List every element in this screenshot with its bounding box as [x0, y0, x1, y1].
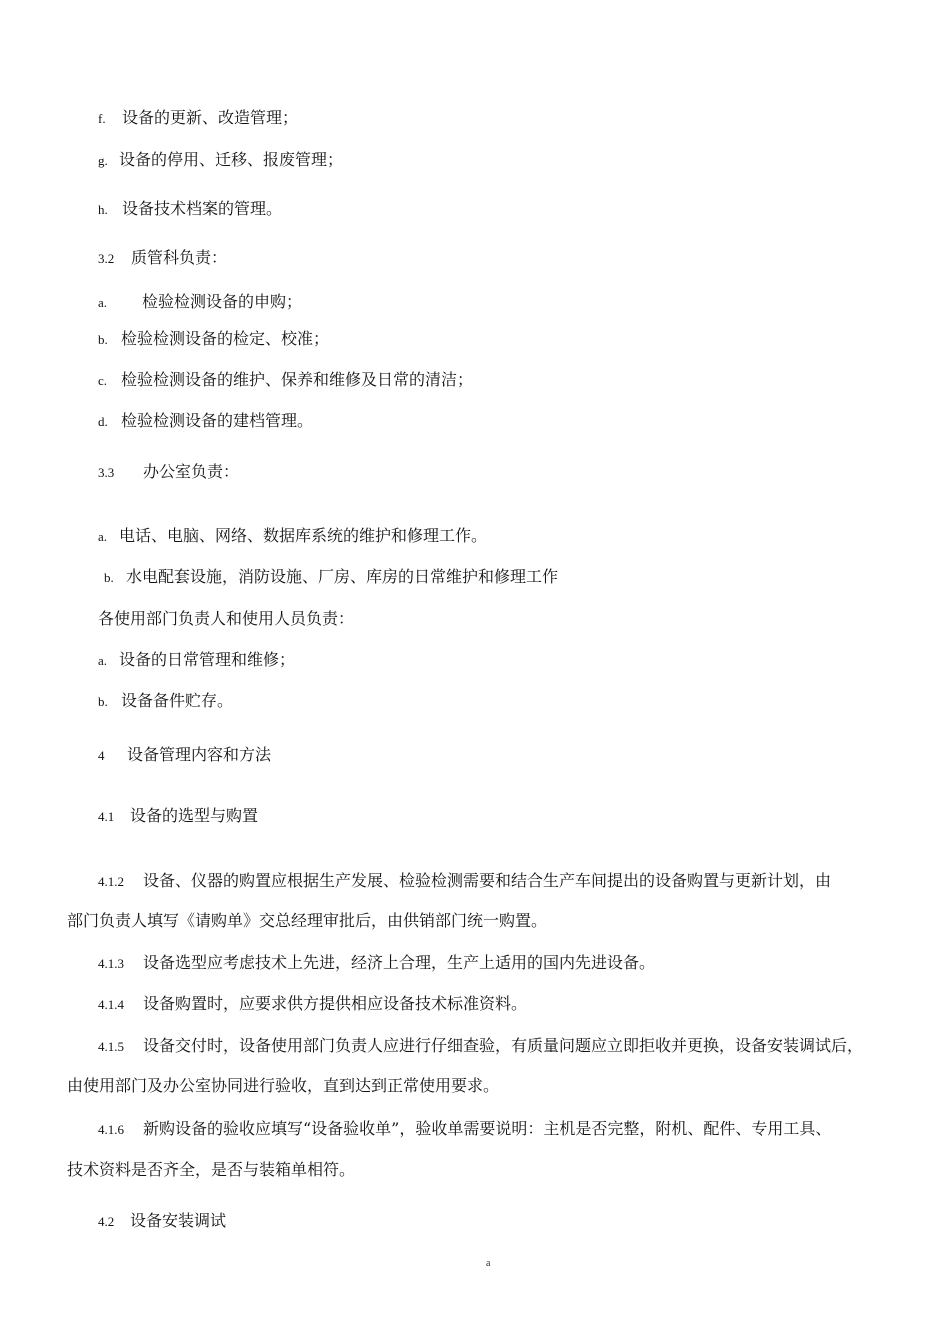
section-number: 4.2 — [98, 1214, 115, 1229]
paragraph-text: 新购设备的验收应填写“设备验收单”，验收单需要说明：主机是否完整，附机、配件、专用工具、 — [143, 1119, 832, 1138]
paragraph-4-1-3 — [98, 953, 655, 974]
item-number: c. — [98, 373, 108, 388]
item-number: b. — [98, 332, 108, 347]
item-number: a. — [98, 295, 108, 310]
page-footer-mark: a — [486, 1258, 491, 1269]
item-number: h. — [98, 202, 108, 217]
section-number: 3.2 — [98, 251, 115, 266]
item-number: a. — [98, 529, 108, 544]
section-title: 质管科负责： — [131, 248, 228, 267]
section-title: 设备的选型与购置 — [130, 806, 259, 825]
list-item-c — [98, 370, 473, 391]
item-text: 设备备件贮存。 — [121, 691, 234, 710]
paragraph-heading — [98, 609, 354, 629]
item-number: g. — [98, 153, 108, 168]
paragraph-continuation — [67, 1076, 499, 1096]
item-text: 设备技术档案的管理。 — [122, 199, 283, 218]
clause-number: 4.1.6 — [98, 1122, 124, 1137]
section-number: 4 — [98, 748, 105, 763]
paragraph-4-1-4 — [98, 994, 527, 1015]
paragraph-text: 技术资料是否齐全，是否与装箱单相符。 — [67, 1160, 356, 1179]
section-heading-4 — [98, 745, 271, 766]
paragraph-4-1-5 — [98, 1036, 863, 1057]
list-item-d — [98, 411, 313, 432]
clause-number: 4.1.3 — [98, 956, 124, 971]
item-number: d. — [98, 414, 108, 429]
list-item-h — [98, 199, 282, 220]
section-title: 设备管理内容和方法 — [127, 745, 272, 764]
item-text: 检验检测设备的建档管理。 — [121, 411, 314, 430]
section-heading-3-2 — [98, 248, 227, 269]
clause-number: 4.1.4 — [98, 997, 124, 1012]
item-text: 设备的更新、改造管理； — [122, 108, 299, 127]
item-number: b. — [104, 570, 114, 585]
item-text: 设备的停用、迁移、报废管理； — [119, 150, 344, 169]
paragraph-text: 设备交付时，设备使用部门负责人应进行仔细查验，有质量问题应立即拒收并更换，设备安装调试后， — [143, 1036, 864, 1055]
list-item-b — [98, 329, 329, 350]
list-item-a — [98, 650, 295, 671]
clause-number: 4.1.5 — [98, 1039, 124, 1054]
item-text: 水电配套设施，消防设施、厂房、库房的日常维护和修理工作 — [126, 567, 559, 586]
section-heading-3-3 — [98, 462, 239, 483]
list-item-b — [98, 691, 233, 712]
section-title: 设备安装调试 — [130, 1211, 227, 1230]
list-item-g — [98, 150, 343, 171]
section-number: 4.1 — [98, 809, 115, 824]
clause-number: 4.1.2 — [98, 874, 124, 889]
list-item-a — [98, 292, 302, 313]
item-text: 设备的日常管理和维修； — [119, 650, 296, 669]
section-title: 办公室负责： — [143, 462, 240, 481]
item-number: b. — [98, 694, 108, 709]
paragraph-text: 部门负责人填写《请购单》交总经理审批后，由供销部门统一购置。 — [67, 911, 548, 930]
item-text: 检验检测设备的检定、校准； — [121, 329, 330, 348]
section-heading-4-2 — [98, 1211, 226, 1232]
item-text: 检验检测设备的维护、保养和维修及日常的清洁； — [121, 370, 474, 389]
paragraph-continuation — [67, 911, 547, 931]
list-item-f — [98, 108, 298, 129]
item-number: f. — [98, 111, 106, 126]
paragraph-text: 设备购置时，应要求供方提供相应设备技术标准资料。 — [143, 994, 528, 1013]
item-number: a. — [98, 653, 108, 668]
paragraph-text: 设备、仪器的购置应根据生产发展、检验检测需要和结合生产车间提出的设备购置与更新计划，由 — [143, 871, 832, 890]
list-item-b — [104, 567, 558, 588]
paragraph-4-1-6 — [98, 1119, 831, 1140]
paragraph-text: 各使用部门负责人和使用人员负责： — [98, 609, 355, 628]
section-heading-4-1 — [98, 806, 258, 827]
section-number: 3.3 — [98, 465, 115, 480]
paragraph-text: 由使用部门及办公室协同进行验收，直到达到正常使用要求。 — [67, 1076, 500, 1095]
paragraph-4-1-2 — [98, 871, 831, 892]
item-text: 检验检测设备的申购； — [142, 292, 303, 311]
list-item-a — [98, 526, 487, 547]
paragraph-text: 设备选型应考虑技术上先进，经济上合理，生产上适用的国内先进设备。 — [143, 953, 656, 972]
item-text: 电话、电脑、网络、数据库系统的维护和修理工作。 — [119, 526, 488, 545]
paragraph-continuation — [67, 1160, 355, 1180]
